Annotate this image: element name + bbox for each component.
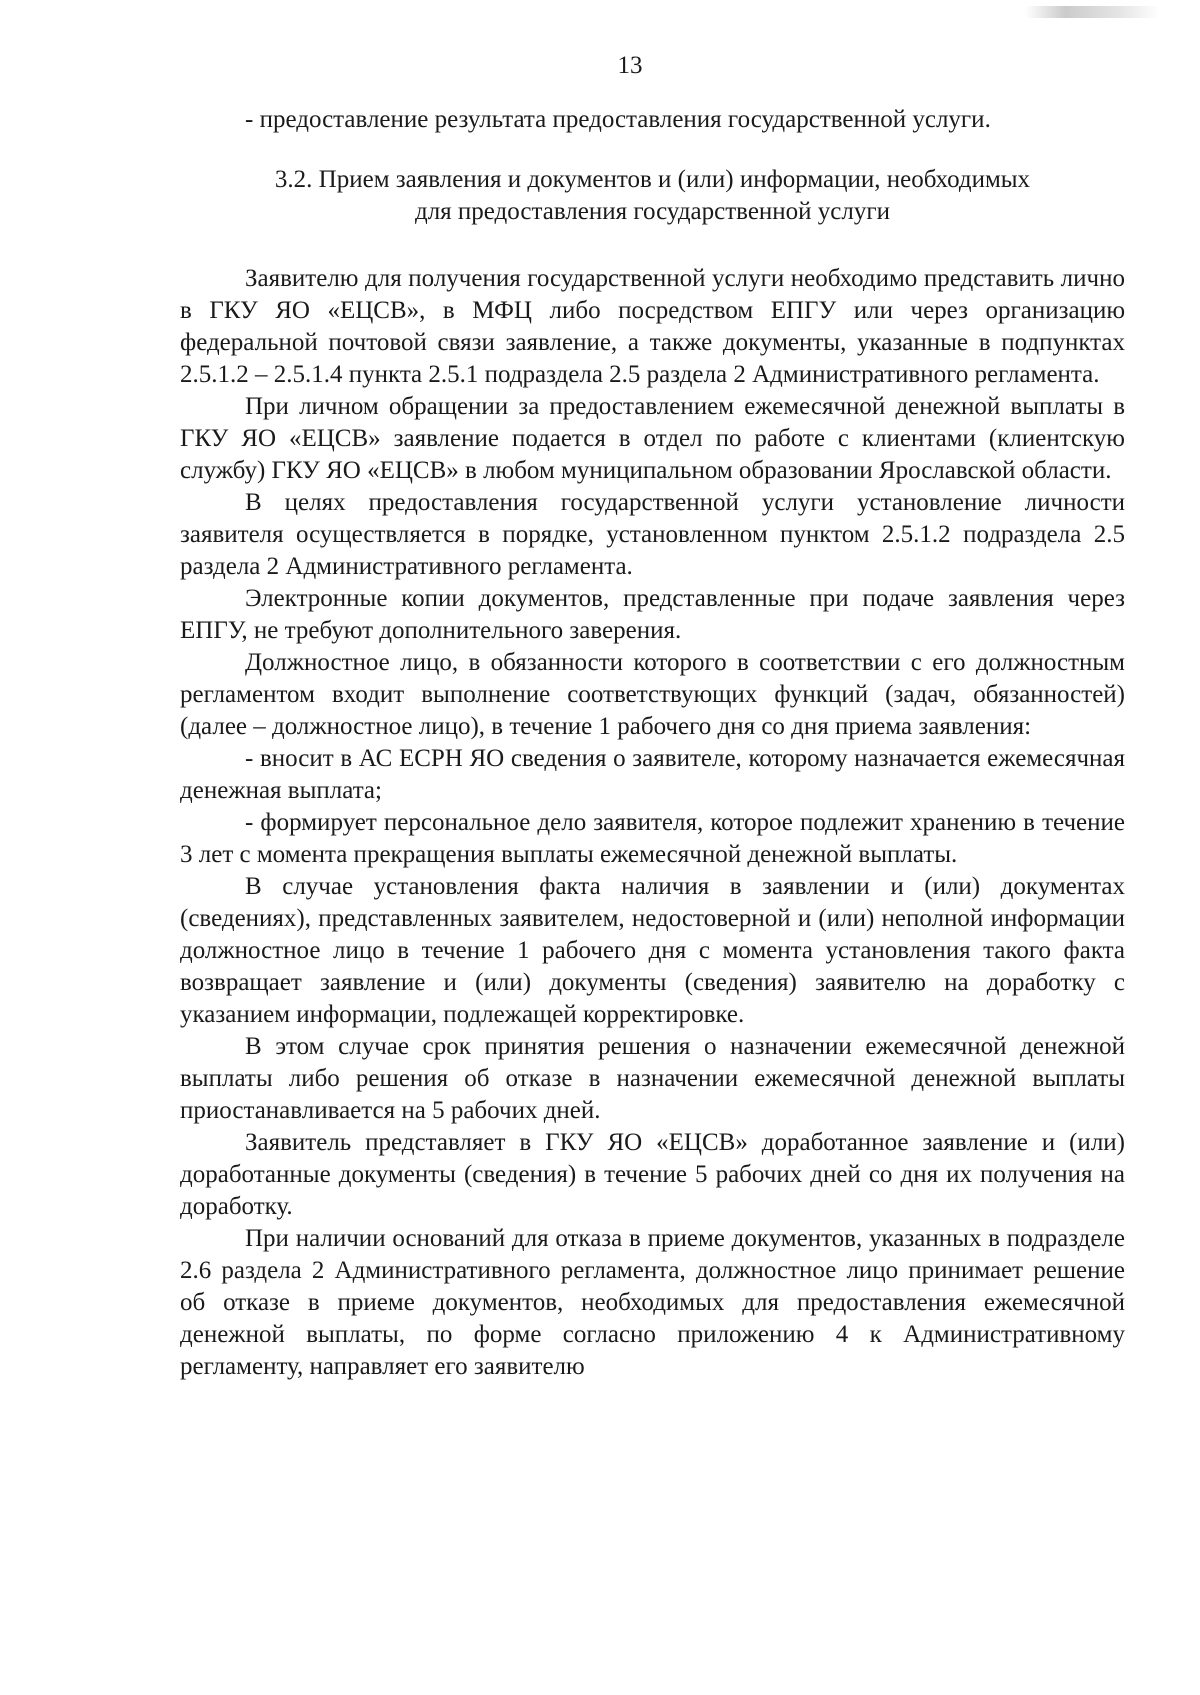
paragraph-electronic-copies: Электронные копии документов, представленные при подаче заявления через ЕПГУ, не требуют дополнительного заверения. bbox=[180, 585, 1125, 644]
page-number: 13 bbox=[617, 52, 643, 79]
paragraph-incorrect-info: В случае установления факта наличия в заявлении и (или) документах (сведениях), представленных заявителем, недостоверной и (или) неполной информации должностное лицо в течение 1 рабочего дня с момента установления такого факта возвращает заявление и (или) документы (сведения) заявителю на доработку с указанием информации, подлежащей корректировке. bbox=[180, 873, 1125, 1028]
paragraph-submission: Заявителю для получения государственной услуги необходимо представить лично в ГКУ ЯО «ЕЦСВ», в МФЦ либо посредством ЕПГУ или через организацию федеральной почтовой связи заявление, а также документы, указанные в подпунктах 2.5.1.2 – 2.5.1.4 пункта 2.5.1 подраздела 2.5 раздела 2 Административного регламента. bbox=[180, 265, 1125, 388]
paragraph-personal-visit: При личном обращении за предоставлением ежемесячной денежной выплаты в ГКУ ЯО «ЕЦСВ» заявление подается в отдел по работе с клиентами (клиентскую службу) ГКУ ЯО «ЕЦСВ» в любом муниципальном образовании Ярославской области. bbox=[180, 393, 1125, 484]
paragraph-resubmission: Заявитель представляет в ГКУ ЯО «ЕЦСВ» доработанное заявление и (или) доработанные документы (сведения) в течение 5 рабочих дней со дня их получения на доработку. bbox=[180, 1129, 1125, 1220]
paragraph-identity: В целях предоставления государственной услуги установление личности заявителя осуществляется в порядке, установленном пунктом 2.5.1.2 подраздела 2.5 раздела 2 Административного регламента. bbox=[180, 489, 1125, 580]
section-heading-line-2: для предоставления государственной услуги bbox=[414, 198, 891, 225]
paragraph-duty-enter-data: - вносит в АС ЕСРН ЯО сведения о заявителе, которому назначается ежемесячная денежная выплата; bbox=[180, 745, 1125, 804]
section-heading bbox=[180, 164, 1125, 228]
section-heading-line-1: 3.2. Прием заявления и документов и (или) информации, необходимых bbox=[274, 166, 1031, 193]
scan-artifact bbox=[1025, 6, 1160, 18]
paragraph-official-duties: Должностное лицо, в обязанности которого в соответствии с его должностным регламентом входит выполнение соответствующих функций (задач, обязанностей) (далее – должностное лицо), в течение 1 рабочего дня со дня приема заявления: bbox=[180, 649, 1125, 740]
paragraph-refusal: При наличии оснований для отказа в приеме документов, указанных в подразделе 2.6 раздела 2 Административного регламента, должностное лицо принимает решение об отказе в приеме документов, необходимых для предоставления ежемесячной денежной выплаты, по форме согласно приложению 4 к Административному регламенту, направляет его заявителю bbox=[180, 1225, 1125, 1380]
paragraph-suspension: В этом случае срок принятия решения о назначении ежемесячной денежной выплаты либо решения об отказе в назначении ежемесячной денежной выплаты приостанавливается на 5 рабочих дней. bbox=[180, 1033, 1125, 1124]
paragraph-duty-personal-file: - формирует персональное дело заявителя, которое подлежит хранению в течение 3 лет с момента прекращения выплаты ежемесячной денежной выплаты. bbox=[180, 809, 1125, 868]
document-body bbox=[180, 104, 1125, 1383]
lead-line: - предоставление результата предоставления государственной услуги. bbox=[245, 106, 991, 133]
